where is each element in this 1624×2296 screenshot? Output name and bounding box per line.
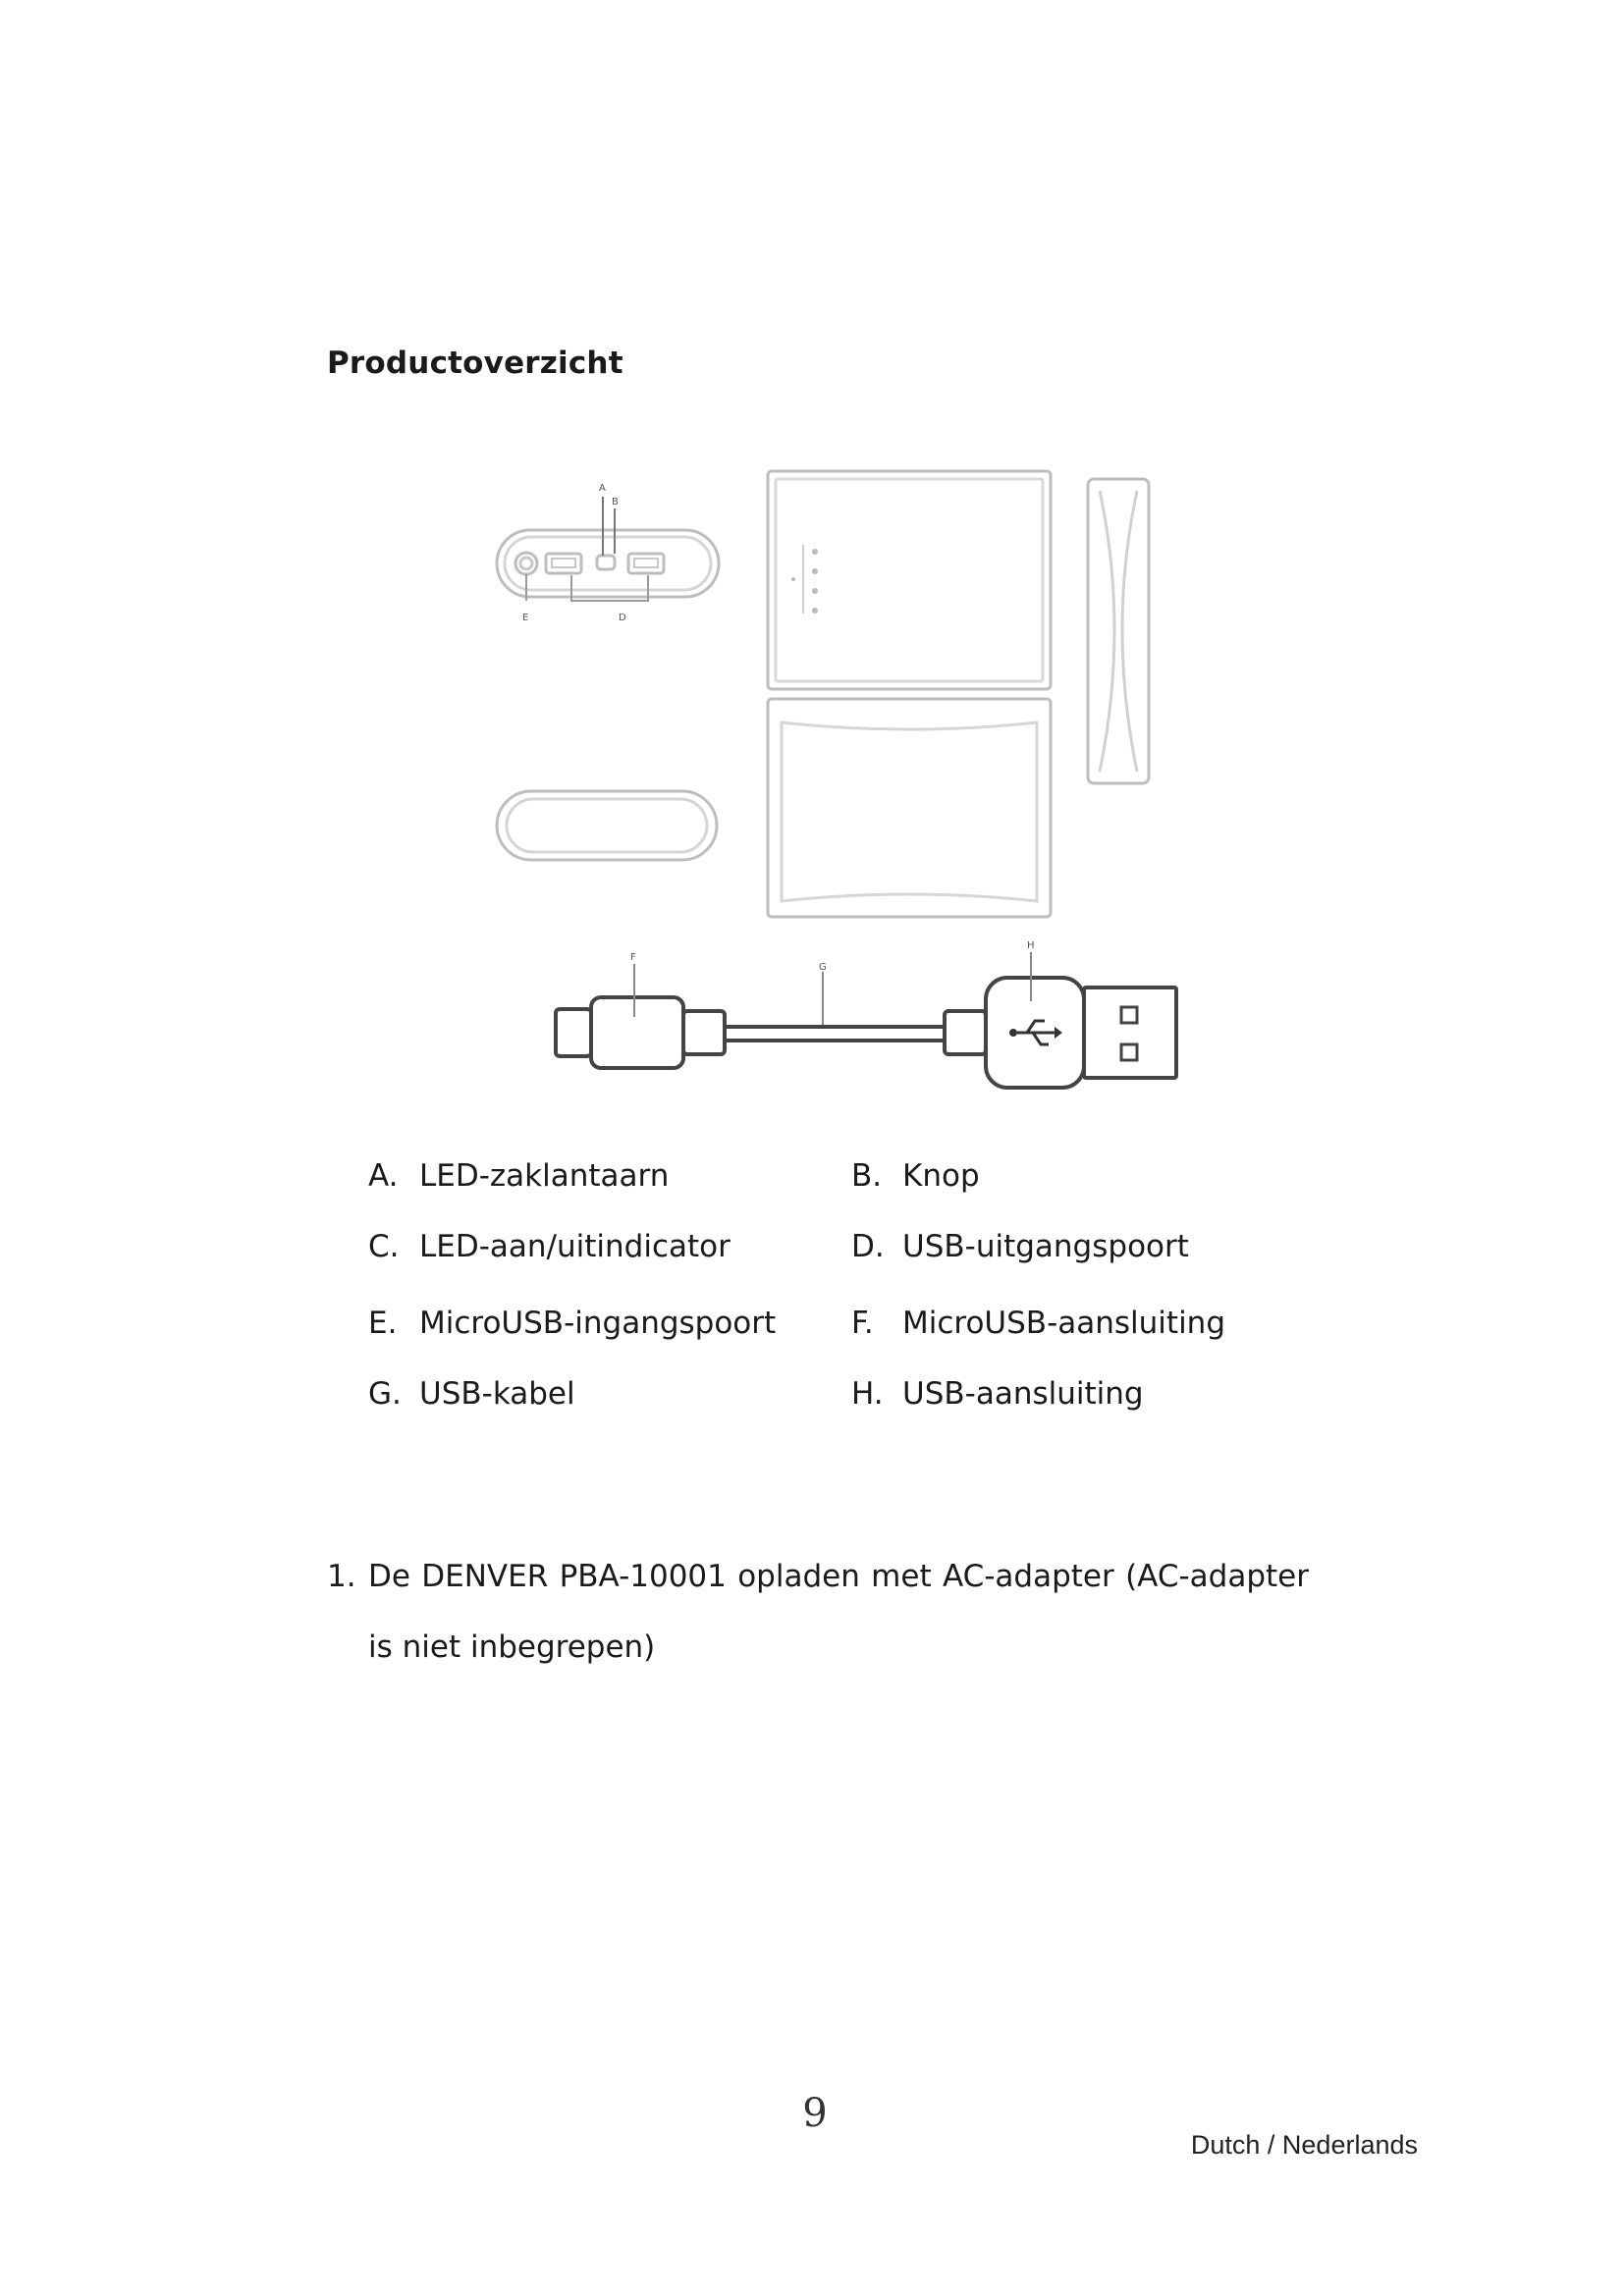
legend-item	[368, 1306, 776, 1341]
power-bank-side-view	[1088, 479, 1149, 783]
legend-item	[368, 1229, 731, 1264]
step-text: De DENVER PBA-10001 opladen met AC-adapter (AC-adapter is niet inbegrepen)	[368, 1559, 1309, 1665]
label-f: F	[630, 952, 636, 963]
product-overview-illustration	[471, 452, 1218, 1099]
legend-item	[368, 1376, 575, 1412]
legend-item	[851, 1229, 1189, 1264]
legend-text: USB-kabel	[419, 1376, 575, 1412]
legend-item	[851, 1306, 1225, 1341]
label-d: D	[619, 613, 626, 623]
section-heading: Productoverzicht	[327, 346, 623, 381]
usb-symbol-icon	[1017, 1021, 1055, 1044]
legend-item	[851, 1158, 980, 1194]
button-led	[597, 556, 615, 569]
power-bank-bottom-view	[768, 699, 1051, 917]
label-a: A	[599, 483, 606, 494]
label-b: B	[612, 497, 619, 507]
legend-text: MicroUSB-ingangspoort	[419, 1306, 777, 1341]
power-bank-port-panel	[497, 530, 719, 597]
legend-letter: C.	[368, 1229, 400, 1264]
legend-letter: G.	[368, 1376, 402, 1412]
legend-text: USB-uitgangspoort	[902, 1229, 1189, 1264]
label-e: E	[522, 613, 529, 623]
legend-letter: B.	[851, 1158, 883, 1194]
legend-letter: D.	[851, 1229, 885, 1264]
footer-language: Dutch / Nederlands	[1190, 2130, 1418, 2160]
legend-text: USB-aansluiting	[902, 1376, 1144, 1412]
legend-text: MicroUSB-aansluiting	[902, 1306, 1226, 1341]
legend-text: LED-zaklantaarn	[419, 1158, 670, 1194]
step-number: 1.	[327, 1559, 356, 1594]
instruction-step	[327, 1541, 1309, 1682]
legend-letter: E.	[368, 1306, 398, 1341]
microusb-connector	[556, 1009, 591, 1056]
legend-item	[368, 1158, 669, 1194]
legend-letter: H.	[851, 1376, 884, 1412]
legend-text: Knop	[902, 1158, 980, 1194]
legend-letter: A.	[368, 1158, 399, 1194]
page-number: 9	[802, 2091, 828, 2136]
microusb-input-port	[515, 553, 537, 574]
legend-item	[851, 1376, 1144, 1412]
legend-text: LED-aan/uitindicator	[419, 1229, 731, 1264]
legend-letter: F.	[851, 1306, 874, 1341]
label-g: G	[819, 962, 827, 973]
label-h: H	[1027, 940, 1035, 951]
power-bank-end-view	[497, 791, 717, 860]
power-bank-top-view	[768, 471, 1051, 689]
